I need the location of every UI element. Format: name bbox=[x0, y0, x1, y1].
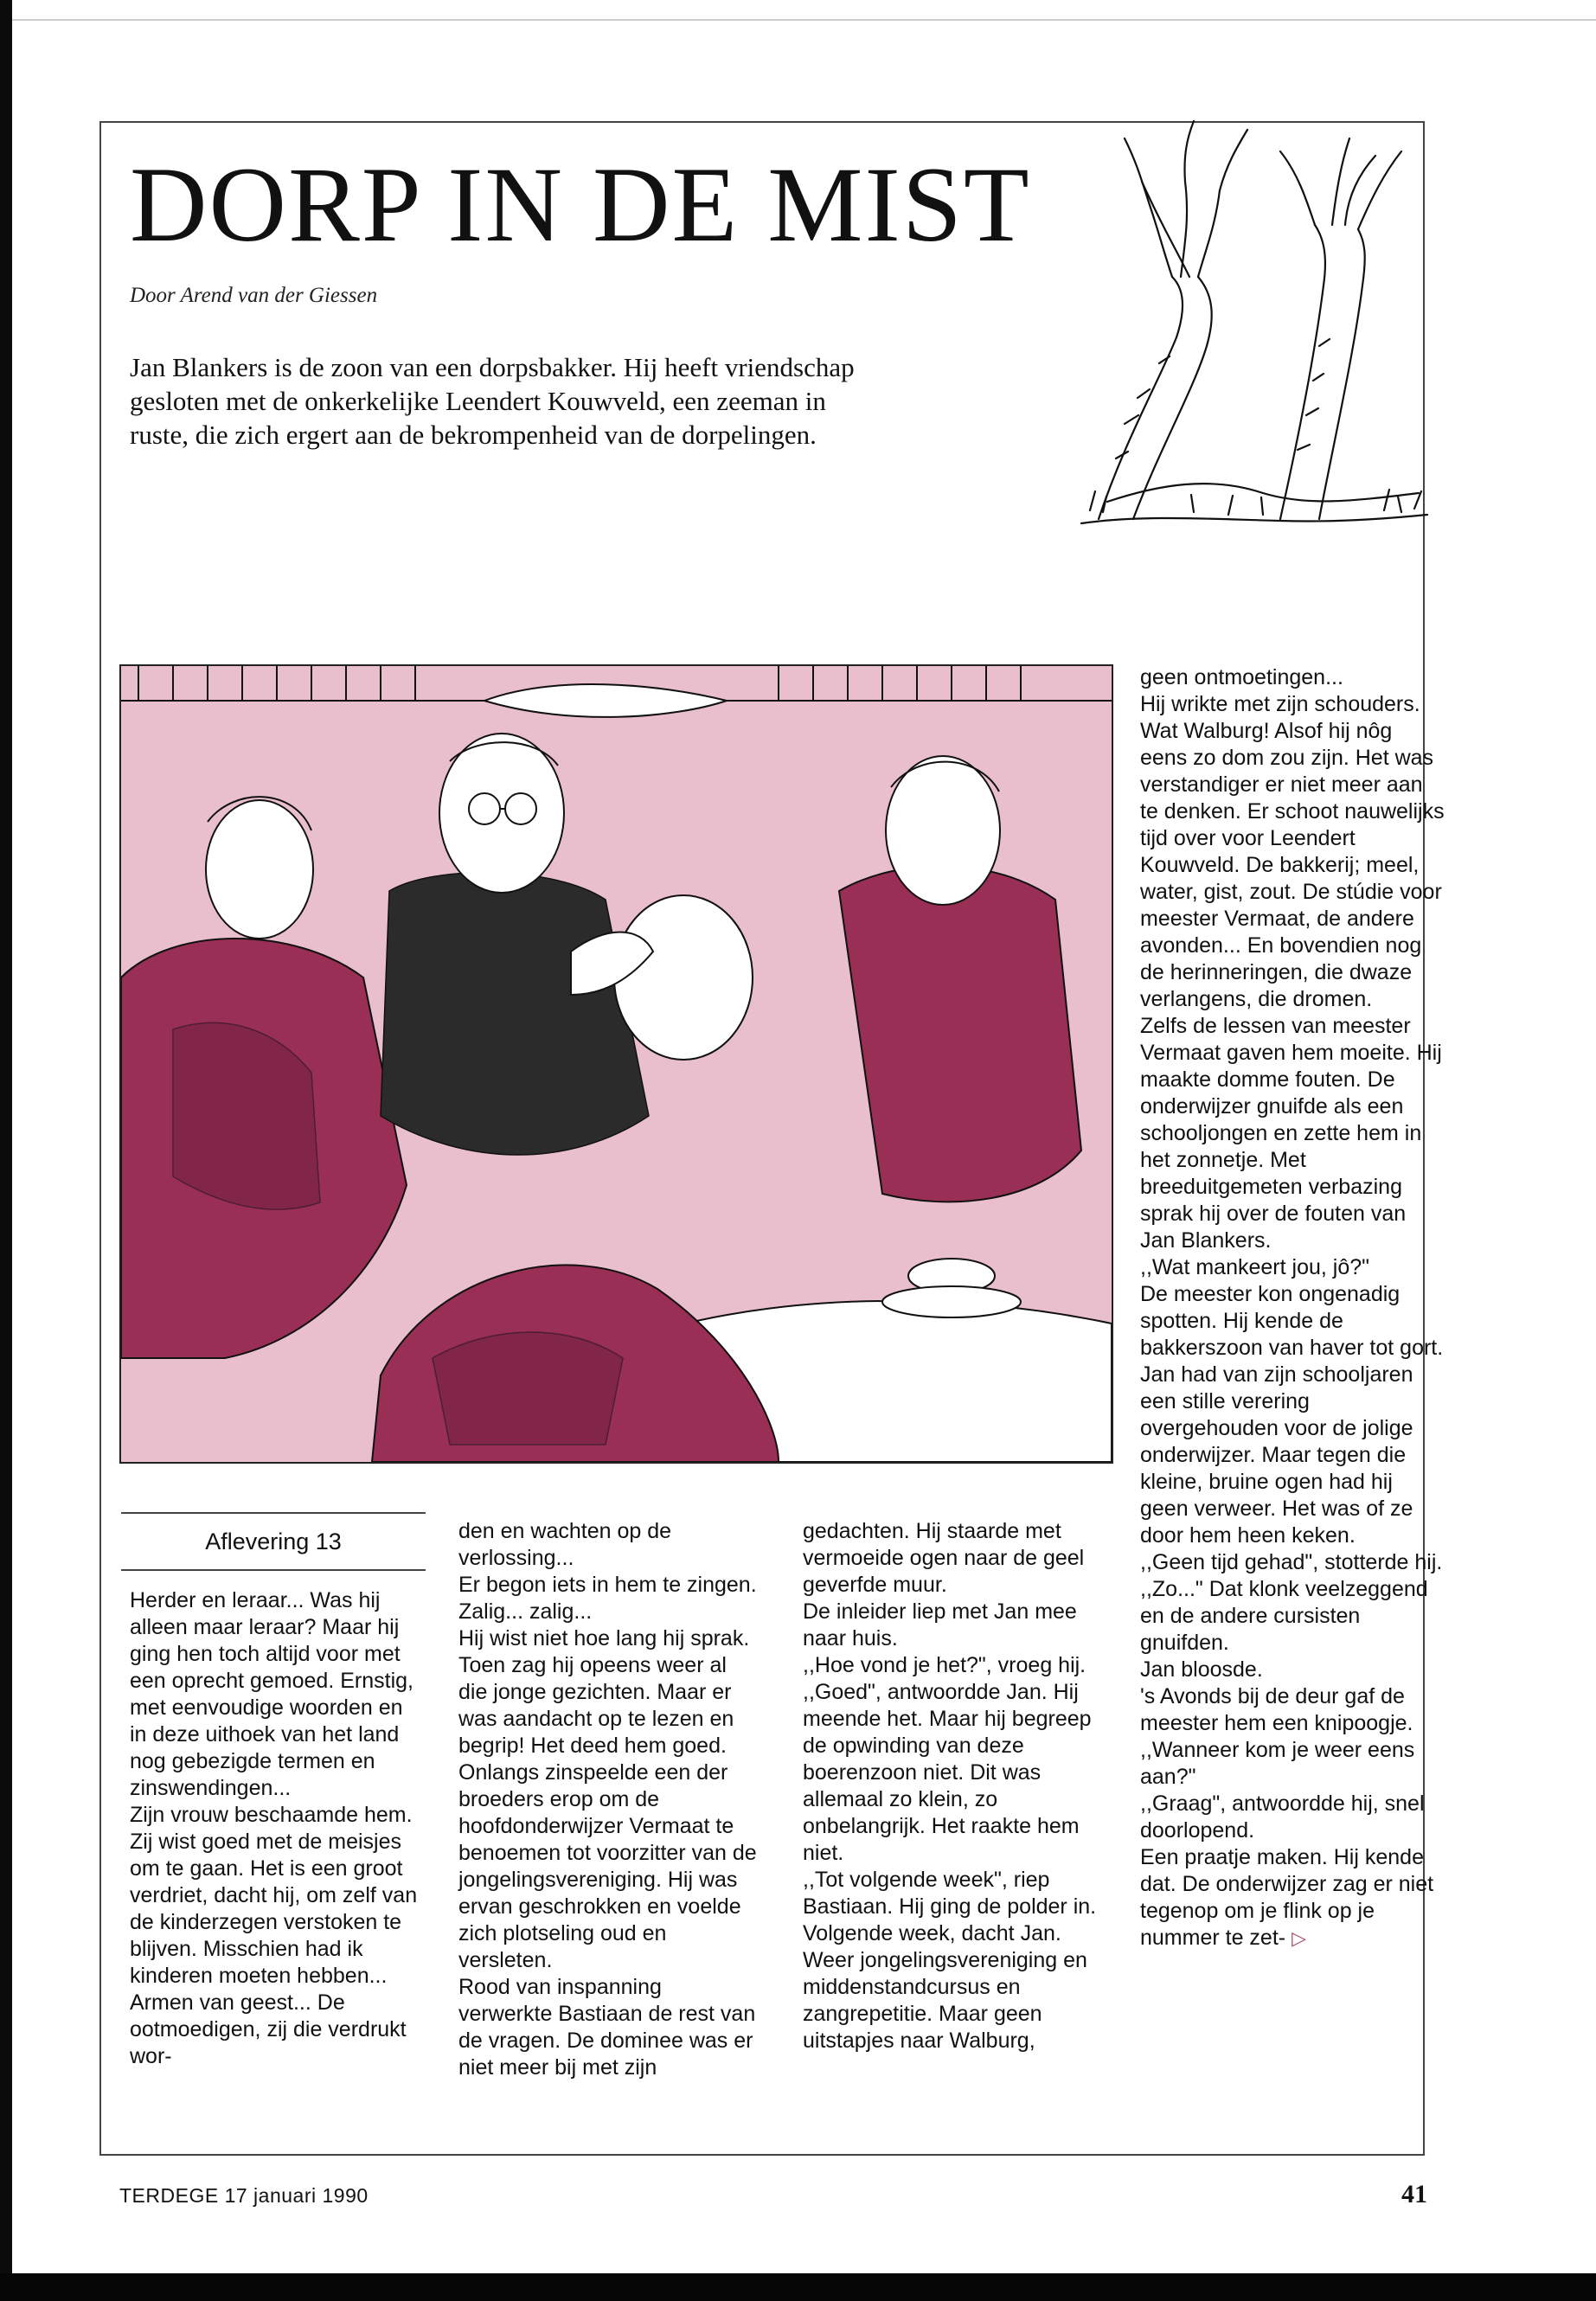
paragraph: Er begon iets in hem te zingen. Zalig... zalig... bbox=[458, 1573, 757, 1624]
last-paragraph bbox=[1140, 1844, 1445, 1952]
paragraph: ,,Hoe vond je het?", vroeg hij. bbox=[803, 1653, 1086, 1677]
scan-top-rule bbox=[12, 19, 1596, 21]
text-column-3 bbox=[803, 1518, 1106, 2054]
publication-footer: TERDEGE 17 januari 1990 bbox=[119, 2184, 369, 2207]
paragraph: De inleider liep met Jan mee naar huis. bbox=[803, 1599, 1077, 1650]
article-title: DORP IN DE MIST bbox=[130, 145, 1031, 264]
article-intro: Jan Blankers is de zoon van een dorpsbakker. Hij heeft vriendschap gesloten met de onkerkelijke Leendert Kouwveld, een zeeman in ruste, die zich ergert aan de bekrompenheid van de dorpelingen. bbox=[130, 352, 855, 450]
paragraph: ,,Tot volgende week", riep Bastiaan. Hij ging de polder in. bbox=[803, 1868, 1097, 1919]
text-column-4 bbox=[1140, 664, 1445, 1952]
willow-trees-sketch bbox=[1021, 69, 1436, 536]
paragraph: Jan bloosde. bbox=[1140, 1657, 1263, 1682]
paragraph: Zelfs de lessen van meester Vermaat gaven hem moeite. Hij maakte domme fouten. De onderwijzer gnuifde als een schooljongen en zette hem in het zonnetje. Met breeduitgemeten verbazing sprak hij over de fouten van Jan Blankers. bbox=[1140, 1014, 1442, 1253]
paragraph: den en wachten op de verlossing... bbox=[458, 1519, 672, 1570]
paragraph: ,,Graag", antwoordde hij, snel doorlopend. bbox=[1140, 1791, 1425, 1843]
paragraph: De meester kon ongenadig spotten. Hij kende de bakkerszoon van haver tot gort. Jan had van zijn schooljaren een stille verering overgehouden voor de jolige onderwijzer. Maar tegen die kleine, bruine ogen had hij geen verweer. Het was of ze door hem heen keken. bbox=[1140, 1282, 1444, 1548]
episode-text: Aflevering 13 bbox=[205, 1529, 342, 1554]
paragraph: ,,Wat mankeert jou, jô?" bbox=[1140, 1255, 1370, 1279]
episode-label bbox=[121, 1512, 426, 1571]
continue-arrow-icon: ▷ bbox=[1292, 1927, 1306, 1949]
paragraph: Hij wrikte met zijn schouders. Wat Walburg! Alsof hij nôg eens zo dom zou zijn. Het was verstandiger er niet meer aan te denken. Er schoot nauwelijks tijd over voor Leendert Kouwveld. De bakkerij; meel, water, gist, zout. De stúdie voor meester Vermaat, de andere avonden... En bovendien nog de herinneringen, die dwaze verlangens, die dromen. bbox=[1140, 692, 1445, 1011]
paragraph: Herder en leraar... Was hij alleen maar leraar? Maar hij ging hen toch altijd voor met een oprecht gemoed. Ernstig, met eenvoudige woorden en in deze uithoek van het land nog gebezigde termen en zinswendingen... bbox=[130, 1588, 413, 1800]
paragraph: ,,Geen tijd gehad", stotterde hij. bbox=[1140, 1550, 1443, 1574]
paragraph: Rood van inspanning verwerkte Bastiaan de rest van de vragen. De dominee was er niet meer bij met zijn bbox=[458, 1975, 756, 2080]
article-byline: Door Arend van der Giessen bbox=[130, 284, 378, 307]
text-column-1 bbox=[130, 1587, 424, 2070]
scan-left-border bbox=[0, 0, 12, 2301]
paragraph: Hij wist niet hoe lang hij sprak. Toen zag hij opeens weer al die jonge gezichten. Maar er was aandacht op te lezen en begrip! Het deed hem goed. Onlangs zinspeelde een der broeders erop om de hoofdonderwijzer Vermaat te benoemen tot voorzitter van de jongelingsvereniging. Hij was ervan geschrokken en voelde zich plotseling oud en versleten. bbox=[458, 1626, 757, 1972]
paragraph: Volgende week, dacht Jan. Weer jongelingsvereniging en middenstandcursus en zangrepetitie. Maar geen uitstapjes naar Walburg, bbox=[803, 1921, 1087, 2053]
meeting-illustration bbox=[119, 664, 1113, 1464]
scan-bottom-band bbox=[0, 2273, 1596, 2301]
paragraph: geen ontmoetingen... bbox=[1140, 665, 1343, 689]
paragraph: ,,Goed", antwoordde Jan. Hij meende het. Maar hij begreep de opwinding van deze boerenzoon niet. Dit was allemaal zo klein, zo onbelangrijk. Het raakte hem niet. bbox=[803, 1680, 1092, 1865]
page-number: 41 bbox=[1401, 2180, 1427, 2208]
paragraph: gedachten. Hij staarde met vermoeide ogen naar de geel geverfde muur. bbox=[803, 1519, 1085, 1597]
paragraph: Zijn vrouw beschaamde hem. Zij wist goed met de meisjes om te gaan. Het is een groot verdriet, dacht hij, om zelf van de kinderzegen verstoken te blijven. Misschien had ik kinderen moeten hebben... Armen van geest... De ootmoedigen, zij die verdrukt wor- bbox=[130, 1803, 418, 2068]
paragraph: ,,Zo..." Dat klonk veelzeggend en de andere cursisten gnuifden. bbox=[1140, 1577, 1428, 1655]
paragraph-text: Een praatje maken. Hij kende dat. De onderwijzer zag er niet tegenop om je flink op je nummer te zet- bbox=[1140, 1845, 1434, 1950]
text-column-2 bbox=[458, 1518, 757, 2081]
paragraph: 's Avonds bij de deur gaf de meester hem een knipoogje. ,,Wanneer kom je weer eens aan?" bbox=[1140, 1684, 1415, 1789]
